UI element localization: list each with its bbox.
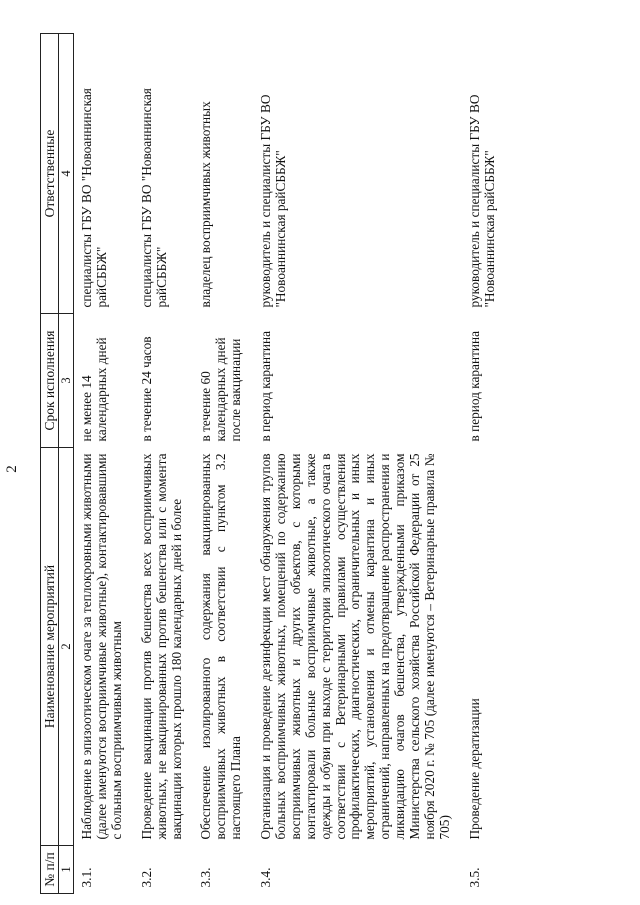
row-number: 3.4.: [258, 867, 274, 888]
measure-name: Наблюдение в эпизоотическом очаге за теплокровными животными (далее именуются восприимчивые животные), контактировавшими с больным восприимчивым животным: [79, 453, 124, 840]
measure-term: в период карантина: [466, 330, 482, 442]
measure-responsible: руководитель и специалисты ГБУ ВО "Новоаннинская райСББЖ": [466, 94, 497, 308]
measure-term: в течение 24 часов: [138, 336, 154, 442]
header-resp: Ответственные: [41, 34, 59, 314]
measure-term: в период карантина: [258, 330, 274, 442]
measure-term: не менее 14 календарных дней: [79, 337, 109, 442]
row-number: 3.3.: [198, 867, 214, 888]
measure-name: Проведение дератизации: [466, 698, 482, 840]
measure-responsible: специалисты ГБУ ВО "Новоаннинская райСББЖ": [79, 88, 109, 308]
rotated-page: [4, 34, 564, 894]
measure-term: в течение 60 календарных дней после вакцинации: [198, 337, 244, 442]
column-index-row: [59, 34, 74, 894]
page-number: 2: [4, 465, 20, 473]
header-term: Срок исполнения: [41, 314, 59, 448]
header-row: [41, 34, 59, 894]
measure-responsible: специалисты ГБУ ВО "Новоаннинская райСББЖ": [138, 88, 169, 308]
row-number: 3.5.: [466, 867, 482, 888]
header-num: № п/п: [41, 846, 59, 894]
column-index-4: 4: [59, 34, 74, 314]
column-index-2: 2: [59, 448, 74, 846]
table-row: [74, 34, 134, 894]
table-row: [193, 34, 253, 894]
measure-name: Организация и проведение дезинфекции мест обнаружения трупов больных восприимчивых животных, помещений по содержанию восприимчивых животных и других объектов, с которыми контактировали больные восприимчивые животные, а также одежды и обуви при выходе с территории эпизоотического очага в соответствии с Ветеринарными правилами осуществления профилактических, диагностических, ограничительных и иных мероприятий, установления и отмены карантина и иных ограничений, направленных на предотвращение распространения и ликвидацию очагов бешенства, утвержденными приказом Министерства сельского хозяйства Российской Федерации от 25 ноября 2020 г. № 705 (далее именуются – Ветеринарные правила № 705): [258, 453, 452, 840]
row-number: 3.2.: [138, 867, 154, 888]
measure-name: Проведение вакцинации против бешенства всех восприимчивых животных, не вакцинированных против бешенства или с момента вакцинации которых прошло 180 календарных дней и более: [138, 453, 184, 840]
column-index-3: 3: [59, 314, 74, 448]
measure-responsible: владелец восприимчивых животных: [198, 101, 214, 308]
column-index-1: 1: [59, 846, 74, 894]
table-row: [462, 34, 507, 894]
measure-name: Обеспечение изолированного содержания вакцинированных восприимчивых животных в соответствии с пунктом 3.2 настоящего Плана: [198, 453, 244, 840]
measure-responsible: руководитель и специалисты ГБУ ВО "Новоаннинская райСББЖ": [258, 94, 289, 308]
measures-table: [40, 33, 506, 894]
row-number: 3.1.: [79, 867, 95, 888]
header-name: Наименование мероприятий: [41, 448, 59, 846]
table-row: [134, 34, 194, 894]
table-row: [253, 34, 462, 894]
